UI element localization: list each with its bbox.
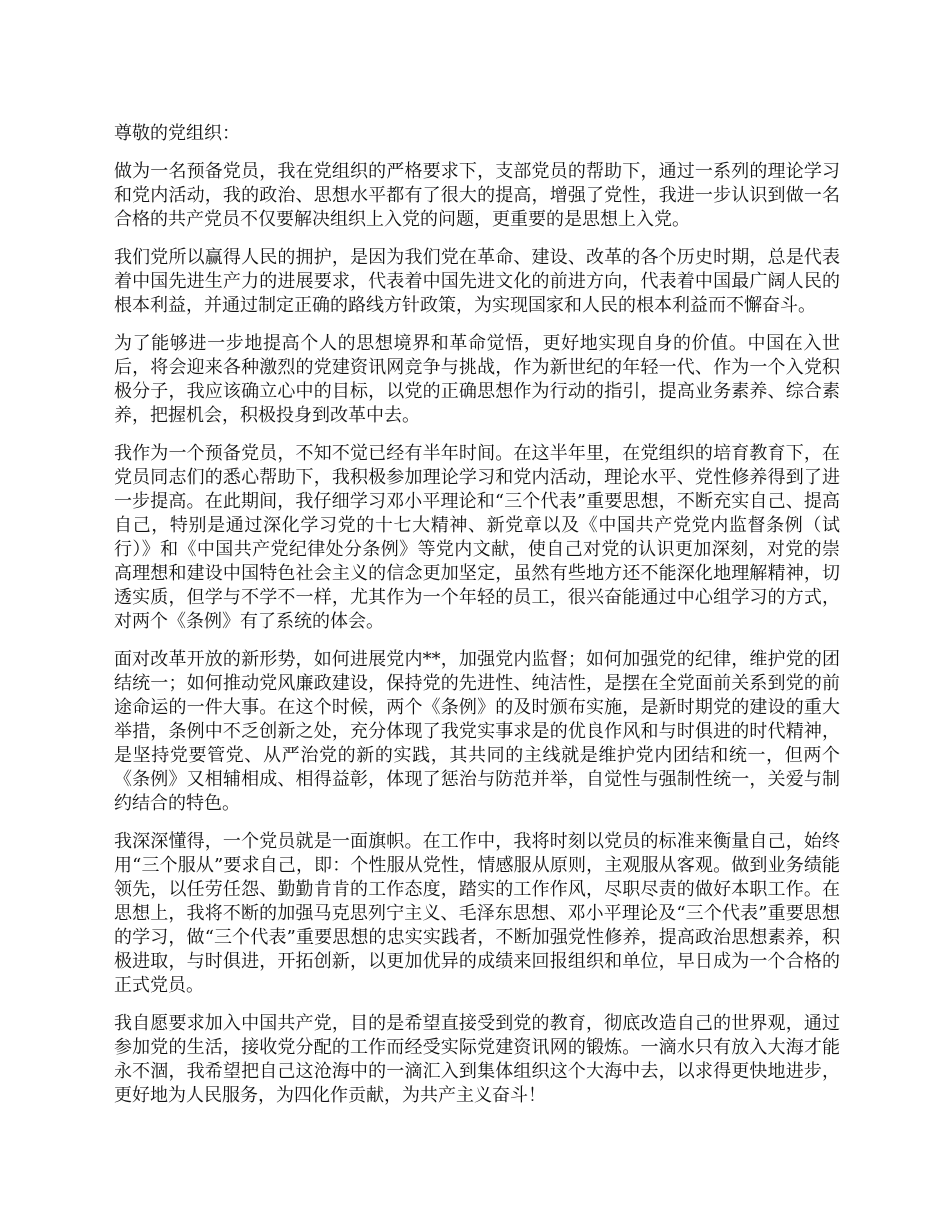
salutation: 尊敬的党组织：: [114, 123, 240, 144]
paragraph-4: 我作为一个预备党员，不知不觉已经有半年时间。在这半年里，在党组织的培育教育下，在党员同志们的悉心帮助下，我积极参加理论学习和党内活动，理论水平、党性修养得到了进一步提高。在此期间，我仔细学习邓小平理论和“三个代表”重要思想，不断充实自己、提高自己，特别是通过深化学习党的十七大精神、新党章以及《中国共产党党内监督条例（试行）》和《中国共产党纪律处分条例》等党内文献，使自己对党的认识更加深刻，对党的崇高理想和建设中国特色社会主义的信念更加坚定，虽然有些地方还不能深化地理解精神，切透实质，但学与不学不一样，尤其作为一个年轻的员工，很兴奋能通过中心组学习的方式，对两个《条例》有了系统的体会。: [114, 443, 840, 632]
paragraph-6: 我深深懂得，一个党员就是一面旗帜。在工作中，我将时刻以党员的标准来衡量自己，始终用“三个服从”要求自己，即：个性服从党性，情感服从原则，主观服从客观。做到业务绩能领先，以任劳任怨、勤勤肯肯的工作态度，踏实的工作作风，尽职尽责的做好本职工作。在思想上，我将不断的加强马克思列宁主义、毛泽东思想、邓小平理论及“三个代表”重要思想的学习，做“三个代表”重要思想的忠实实践者，不断加强党性修养，提高政治思想素养，积极进取，与时俱进，开拓创新，以更加优异的成绩来回报组织和单位，早日成为一个合格的正式党员。: [114, 831, 840, 996]
letter-body: [114, 122, 840, 1122]
paragraph-1: 做为一名预备党员，我在党组织的严格要求下，支部党员的帮助下，通过一系列的理论学习和党内活动，我的政治、思想水平都有了很大的提高，增强了党性，我进一步认识到做一名合格的共产党员不仅要解决组织上入党的问题，更重要的是思想上入党。: [114, 161, 840, 230]
paragraph-2: 我们党所以赢得人民的拥护，是因为我们党在革命、建设、改革的各个历史时期，总是代表着中国先进生产力的进展要求，代表着中国先进文化的前进方向，代表着中国最广阔人民的根本利益，并通过制定正确的路线方针政策，为实现国家和人民的根本利益而不懈奋斗。: [114, 247, 840, 316]
paragraph-5: 面对改革开放的新形势，如何进展党内**，加强党内监督；如何加强党的纪律，维护党的团结统一；如何推动党风廉政建设，保持党的先进性、纯洁性，是摆在全党面前关系到党的前途命运的一件大事。在这个时候，两个《条例》的及时颁布实施，是新时期党的建设的重大举措，条例中不乏创新之处，充分体现了我党实事求是的优良作风和与时俱进的时代精神，是坚持党要管党、从严治党的新的实践，其共同的主线就是维护党内团结和统一，但两个《条例》又相辅相成、相得益彰，体现了惩治与防范并举，自觉性与强制性统一，关爱与制约结合的特色。: [114, 649, 840, 814]
paragraph-7: 我自愿要求加入中国共产党，目的是希望直接受到党的教育，彻底改造自己的世界观，通过参加党的生活，接收党分配的工作而经受实际党建资讯网的锻炼。一滴水只有放入大海才能永不涸，我希望把自己这沧海中的一滴汇入到集体组织这个大海中去，以求得更快地进步，更好地为人民服务，为四化作贡献，为共产主义奋斗！: [114, 1013, 840, 1106]
paragraph-3: 为了能够进一步地提高个人的思想境界和革命觉悟，更好地实现自身的价值。中国在入世后，将会迎来各种激烈的党建资讯网竞争与挑战，作为新世纪的年轻一代、作为一个入党积极分子，我应该确立心中的目标，以党的正确思想作为行动的指引，提高业务素养、综合素养，把握机会，积极投身到改革中去。: [114, 333, 840, 426]
